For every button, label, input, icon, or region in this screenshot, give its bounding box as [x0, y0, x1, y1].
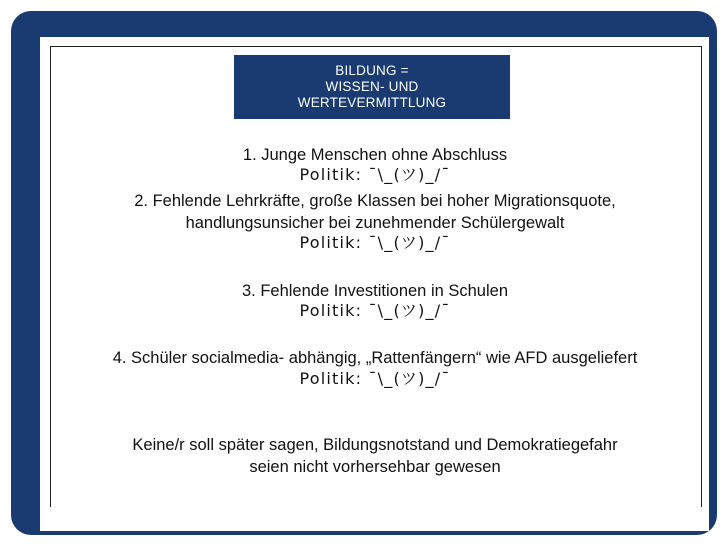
item-3-politik: Politik: ¯\_(ツ)_/¯ — [299, 301, 451, 320]
title-line-2: WISSEN- UND — [325, 79, 419, 94]
slide — [40, 37, 709, 531]
slide-frame — [11, 11, 717, 535]
conclusion-line-1: Keine/r soll später sagen, Bildungsnotstand und Demokratiegefahr — [132, 436, 618, 454]
item-2-politik: Politik: ¯\_(ツ)_/¯ — [299, 233, 451, 252]
item-3-text: 3. Fehlende Investitionen in Schulen — [241, 282, 508, 300]
item-1-politik: Politik: ¯\_(ツ)_/¯ — [299, 165, 451, 184]
title-line-3: WERTEVERMITTLUNG — [297, 95, 447, 110]
title-box — [234, 55, 510, 119]
item-4-politik: Politik: ¯\_(ツ)_/¯ — [299, 369, 451, 388]
conclusion-line-2: seien nicht vorhersehbar gewesen — [249, 458, 501, 476]
item-2-text-line-2: handlungsunsicher bei zunehmender Schülergewalt — [185, 214, 565, 232]
title-line-1: BILDUNG = — [335, 63, 409, 78]
item-2-text-line-1: 2. Fehlende Lehrkräfte, große Klassen bei hoher Migrationsquote, — [134, 192, 616, 210]
item-1-text: 1. Junge Menschen ohne Abschluss — [242, 146, 508, 164]
item-4-text: 4. Schüler socialmedia- abhängig, „Rattenfängern“ wie AFD ausgeliefert — [112, 349, 638, 367]
